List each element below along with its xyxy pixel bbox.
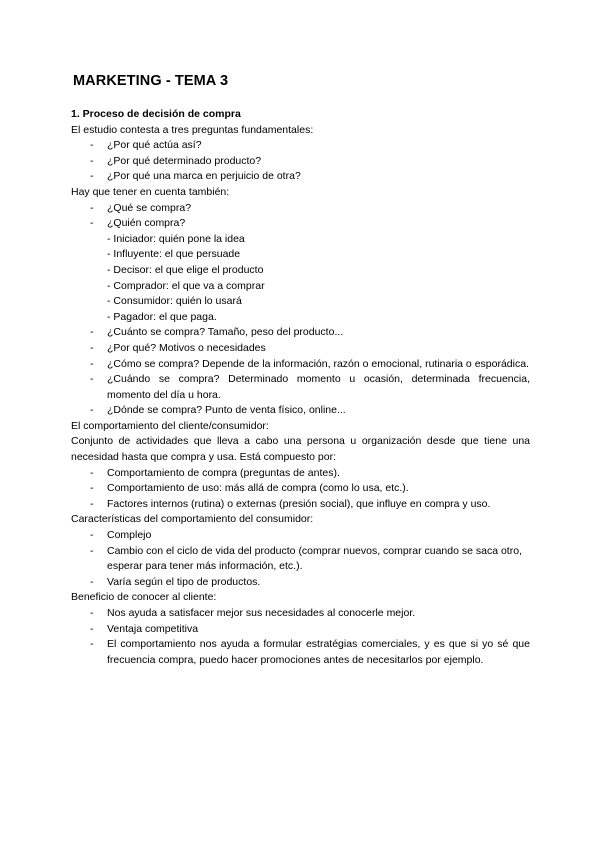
- also-intro-text: Hay que tener en cuenta también:: [71, 185, 230, 198]
- list-item: - El comportamiento nos ayuda a formular estratégias comerciales, y es que si yo sé que frecuencia compra, puedo hacer promociones antes de necesitarlos por ejemplo.: [71, 637, 530, 668]
- list-item: - Factores internos (rutina) o externas (presión social), que influye en compra y uso.: [71, 497, 530, 513]
- list-item: - ¿Qué se compra?: [71, 201, 530, 217]
- list-item: - Comportamiento de uso: más allá de compra (como lo usa, etc.).: [71, 481, 530, 497]
- document-body: [71, 107, 530, 668]
- list-item: - Cambio con el ciclo de vida del producto (comprar nuevos, comprar cuando se saca otro, esperar para tener más información, etc.).: [71, 544, 530, 575]
- role-item: - Pagador: el que paga.: [107, 310, 217, 323]
- behaviour-heading: El comportamiento del cliente/consumidor:: [71, 419, 269, 432]
- benefit-list: [71, 606, 530, 668]
- benefit-heading: Beneficio de conocer al cliente:: [71, 591, 217, 604]
- list-item: - ¿Quién compra?: [71, 216, 530, 232]
- list-item: - ¿Cuándo se compra? Determinado momento u ocasión, determinada frecuencia, momento del día u hora.: [71, 372, 530, 403]
- list-item: - Comportamiento de compra (preguntas de antes).: [71, 466, 530, 482]
- list-item: - Complejo: [71, 528, 530, 544]
- list-item: - ¿Por qué determinado producto?: [71, 154, 530, 170]
- role-item: - Consumidor: quién lo usará: [107, 295, 242, 308]
- role-item: - Comprador: el que va a comprar: [107, 279, 265, 292]
- list-item: - Varía según el tipo de productos.: [71, 575, 530, 591]
- list-item: - Nos ayuda a satisfacer mejor sus necesidades al conocerle mejor.: [71, 606, 530, 622]
- document-title: MARKETING - TEMA 3: [73, 73, 229, 89]
- list-item: - ¿Dónde se compra? Punto de venta físico, online...: [71, 403, 530, 419]
- characteristics-heading: Características del comportamiento del consumidor:: [71, 513, 314, 526]
- roles-list: [71, 232, 530, 326]
- section-heading: 1. Proceso de decisión de compra: [71, 108, 241, 120]
- list-item: - ¿Por qué una marca en perjuicio de otra?: [71, 169, 530, 185]
- role-item: - Influyente: el que persuade: [107, 248, 241, 261]
- list-item: - Ventaja competitiva: [71, 622, 530, 638]
- list-item: - ¿Por qué? Motivos o necesidades: [71, 341, 530, 357]
- list-item: - ¿Cómo se compra? Depende de la información, razón o emocional, rutinaria o esporádica.: [71, 357, 530, 373]
- role-item: - Decisor: el que elige el producto: [107, 263, 264, 276]
- behaviour-definition: Conjunto de actividades que lleva a cabo una persona u organización desde que tiene una necesidad hasta que compra y usa. Está compuesto por:: [71, 435, 530, 464]
- list-item: - ¿Por qué actúa así?: [71, 138, 530, 154]
- intro-text: El estudio contesta a tres preguntas fundamentales:: [71, 123, 314, 136]
- behaviour-list: [71, 466, 530, 513]
- role-item: - Iniciador: quién pone la idea: [107, 232, 245, 245]
- list-item: - ¿Cuánto se compra? Tamaño, peso del producto...: [71, 325, 530, 341]
- characteristics-list: [71, 528, 530, 590]
- also-list: [71, 201, 530, 232]
- questions-list: [71, 138, 530, 185]
- more-questions-list: [71, 325, 530, 419]
